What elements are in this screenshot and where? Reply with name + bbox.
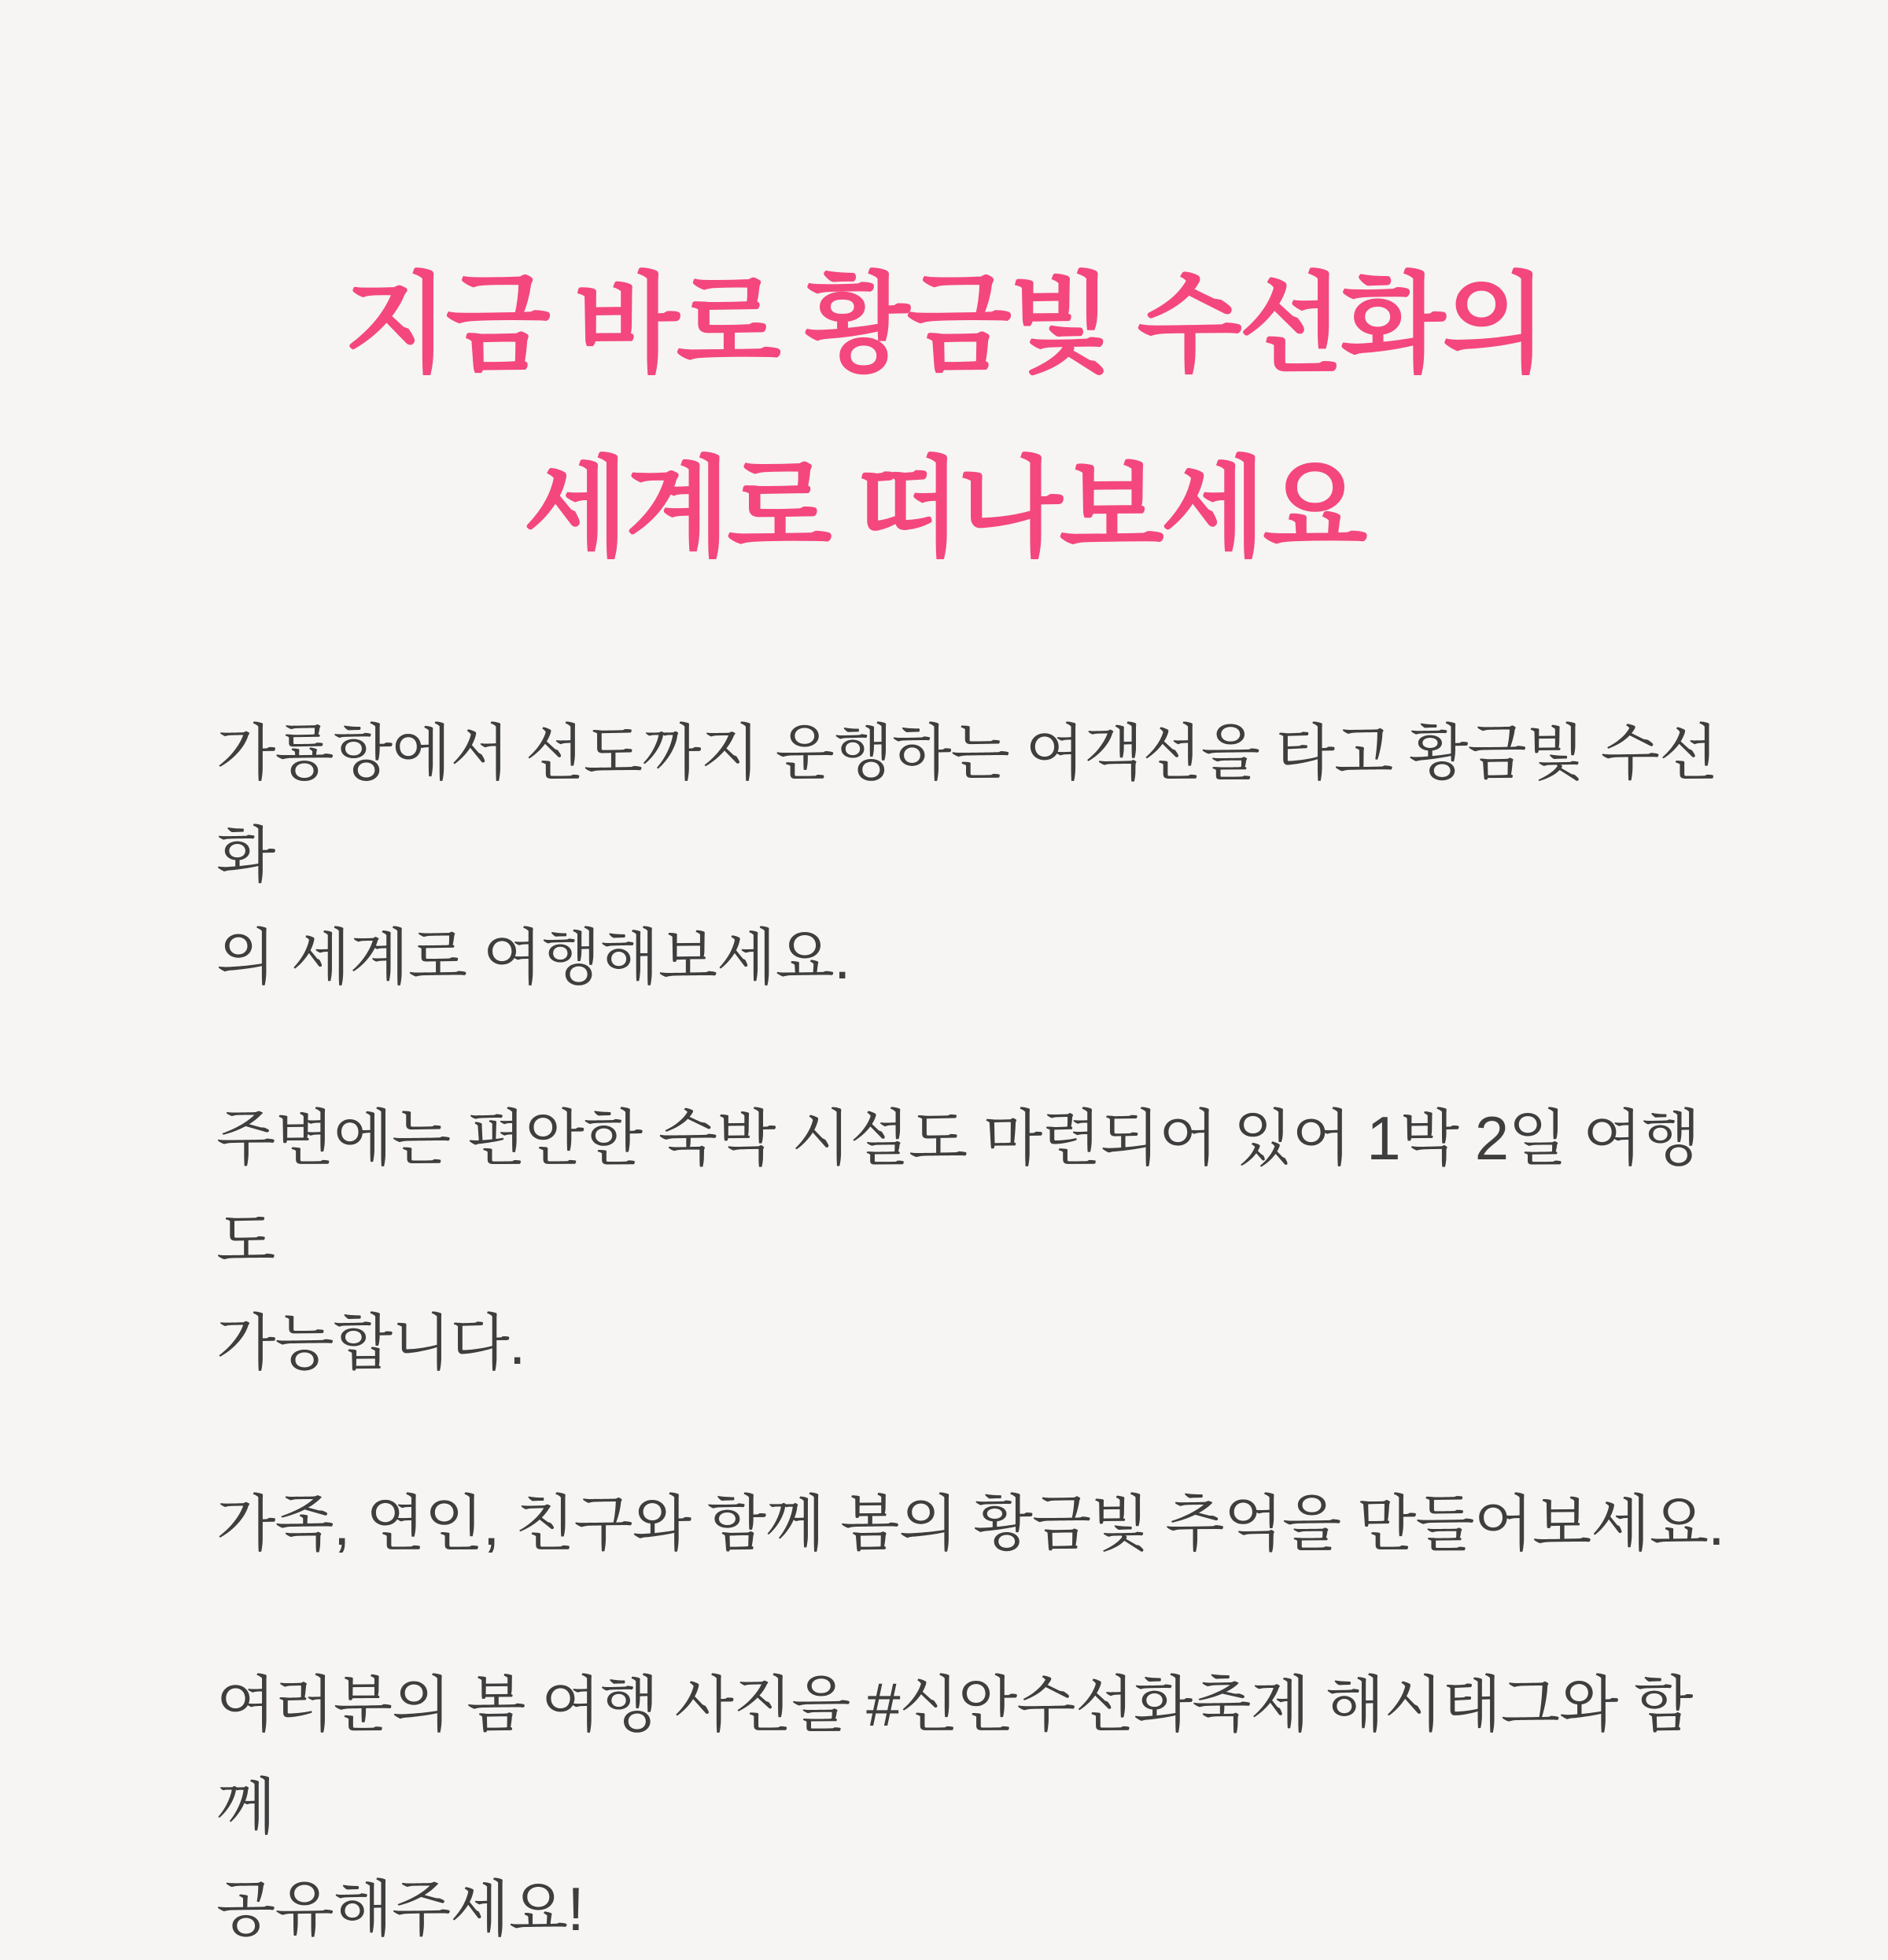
page-title-line-2: 세계로 떠나보세요 xyxy=(523,448,1365,569)
body-copy xyxy=(216,702,1746,1960)
page-title-line-1: 지금 바로 황금빛 수선화의 xyxy=(344,264,1544,385)
paragraph-lodging-info-line-2: 가능합니다. xyxy=(216,1308,525,1377)
paragraph-hashtag-share xyxy=(216,1653,1746,1960)
paragraph-ferry-info xyxy=(216,702,1746,1008)
paragraph-lodging-info xyxy=(216,1087,1746,1394)
page-title xyxy=(0,233,1888,601)
paragraph-ferry-info-line-1: 가룡항에서 선도까지 운행하는 여객선을 타고 황금빛 수선화 xyxy=(216,718,1718,890)
paragraph-ferry-info-line-2: 의 세계로 여행해보세요. xyxy=(216,923,850,992)
paragraph-memories xyxy=(216,1472,1746,1575)
paragraph-memories-line-1: 가족, 연인, 친구와 함께 봄의 황금빛 추억을 만들어보세요. xyxy=(216,1489,1724,1558)
paragraph-lodging-info-line-1: 주변에는 편안한 숙박 시설도 마련되어 있어 1박 2일 여행도 xyxy=(216,1103,1700,1275)
paragraph-hashtag-share-line-2: 공유해주세요! xyxy=(216,1874,584,1943)
paragraph-hashtag-share-line-1: 여러분의 봄 여행 사진을 #신안수선화축제 해시태그와 함께 xyxy=(216,1670,1693,1841)
